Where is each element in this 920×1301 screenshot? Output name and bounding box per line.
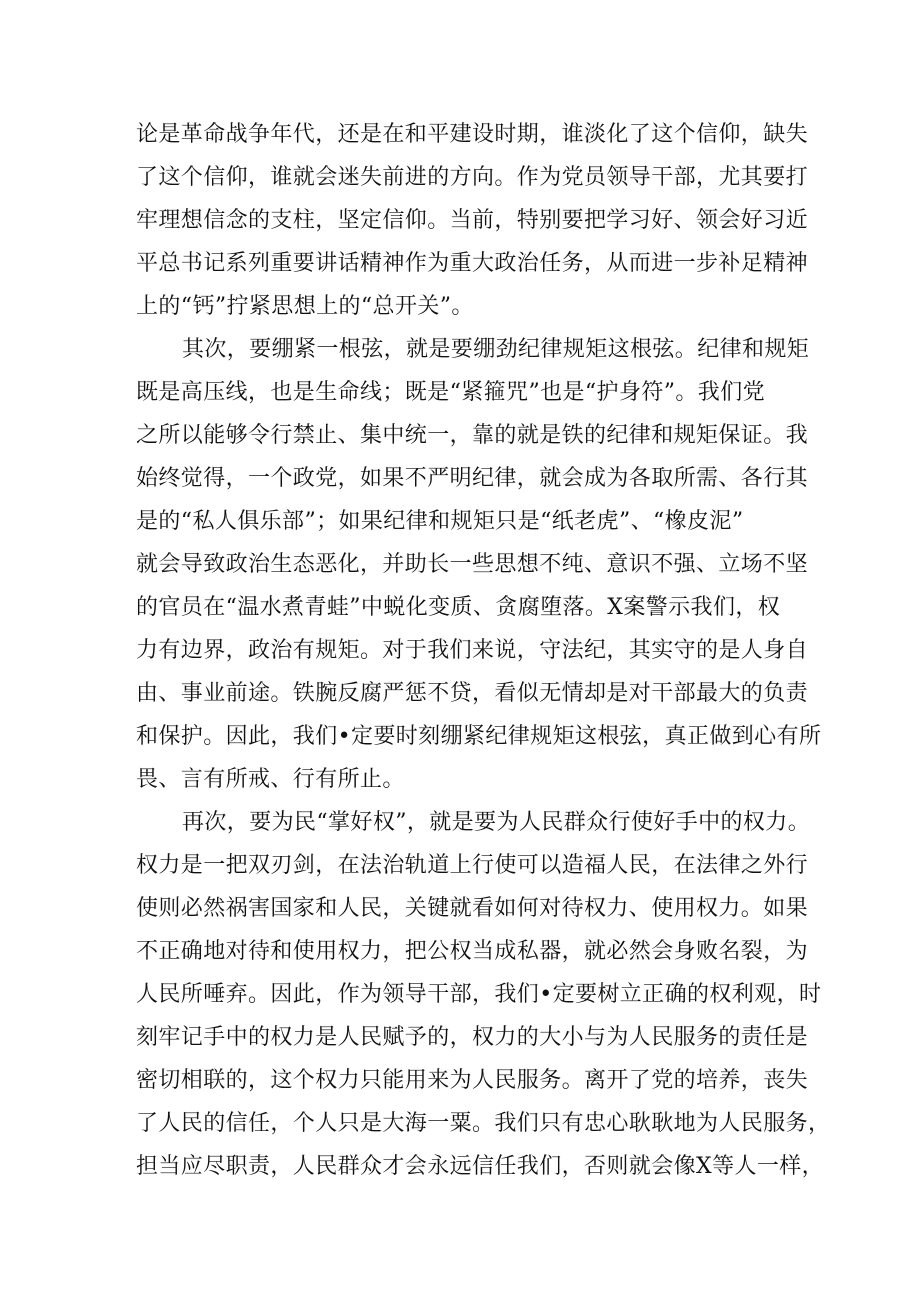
text-line: 不正确地对待和使用权力，把公权当成私器，就必然会身败名裂，为 bbox=[136, 939, 809, 964]
text-line: 力有边界，政治有规矩。对于我们来说，守法纪，其实守的是人身自 bbox=[136, 638, 809, 663]
text-line: 始终觉得，一个政党，如果不严明纪律，就会成为各取所需、各行其 bbox=[136, 466, 809, 491]
paragraph-first-line: 再次，要为民“掌好权”，就是要为人民群众行使好手中的权力。 bbox=[182, 810, 811, 835]
text-line: 了这个信仰，谁就会迷失前进的方向。作为党员领导干部，尤其要打 bbox=[136, 165, 809, 190]
text-line: 权力是一把双刃剑，在法治轨道上行使可以造福人民，在法律之外行 bbox=[136, 853, 809, 878]
paragraph-first-line: 其次，要绷紧一根弦，就是要绷劲纪律规矩这根弦。纪律和规矩 bbox=[182, 337, 810, 362]
text-line: 刻牢记手中的权力是人民赋予的，权力的大小与为人民服务的责任是 bbox=[136, 1025, 809, 1050]
text-line: 和保护。因此，我们•定要时刻绷紧纪律规矩这根弦，真正做到心有所 bbox=[136, 724, 822, 749]
text-line: 畏、言有所戒、行有所止。 bbox=[136, 767, 405, 792]
text-line: 既是高压线，也是生命线；既是“紧箍咒”也是“护身符”。我们党 bbox=[136, 380, 765, 405]
text-line: 的官员在“温水煮青蛙”中蜕化变质、贪腐堕落。X案警示我们，权 bbox=[136, 595, 781, 620]
text-line: 论是革命战争年代，还是在和平建设时期，谁淡化了这个信仰，缺失 bbox=[136, 122, 809, 147]
text-line: 使则必然祸害国家和人民，关键就看如何对待权力、使用权力。如果 bbox=[136, 896, 809, 921]
text-line: 就会导致政治生态恶化，并助长一些思想不纯、意识不强、立场不坚 bbox=[136, 552, 809, 577]
text-line: 牢理想信念的支柱，坚定信仰。当前，特别要把学习好、领会好习近 bbox=[136, 208, 809, 233]
text-line: 密切相联的，这个权力只能用来为人民服务。离开了党的培养，丧失 bbox=[136, 1068, 809, 1093]
text-line: 了人民的信任，个人只是大海一粟。我们只有忠心耿耿地为人民服务， bbox=[136, 1111, 831, 1136]
text-line: 之所以能够令行禁止、集中统一，靠的就是铁的纪律和规矩保证。我 bbox=[136, 423, 809, 448]
text-line: 是的“私人俱乐部”；如果纪律和规矩只是“纸老虎”、“橡皮泥” bbox=[136, 509, 744, 534]
text-line: 人民所唾弃。因此，作为领导干部，我们•定要树立正确的权利观，时 bbox=[136, 982, 822, 1007]
text-line: 担当应尽职责，人民群众才会永远信任我们，否则就会像X等人一样， bbox=[136, 1154, 825, 1179]
text-line: 由、事业前途。铁腕反腐严惩不贷，看似无情却是对干部最大的负责 bbox=[136, 681, 809, 706]
text-line: 上的“钙”拧紧思想上的“总开关”。 bbox=[136, 294, 474, 319]
text-line: 平总书记系列重要讲话精神作为重大政治任务，从而进一步补足精神 bbox=[136, 251, 809, 276]
